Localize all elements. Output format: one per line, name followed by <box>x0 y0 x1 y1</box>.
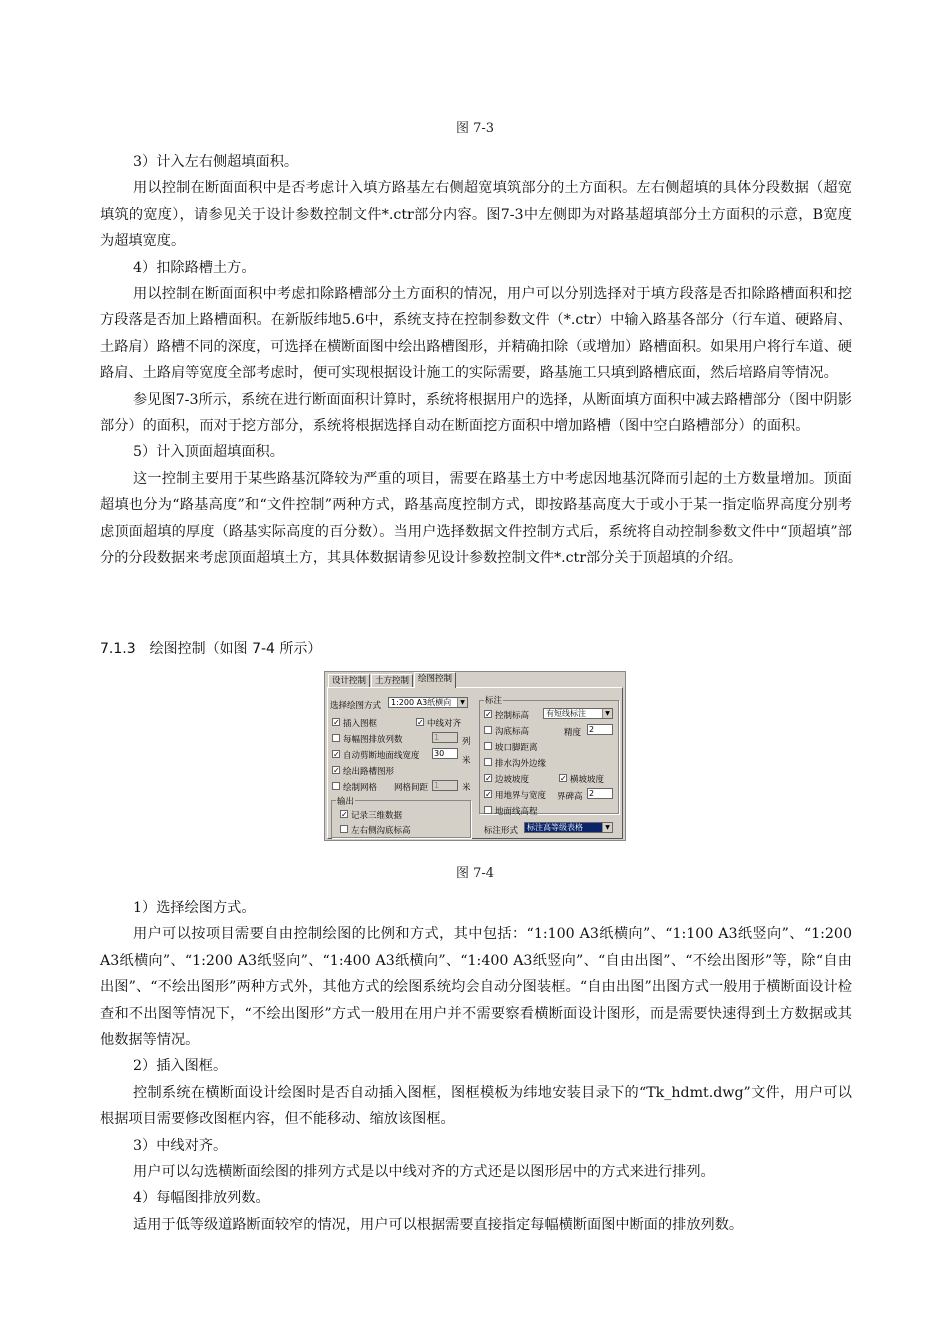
side-slope-checkbox[interactable]: ✓ <box>485 774 492 783</box>
ditch-elev-lr-checkbox[interactable] <box>340 825 348 833</box>
grid-spacing-label: 网格间距 <box>394 783 429 793</box>
meter-unit: 米 <box>462 756 471 766</box>
draw-trough-checkbox[interactable]: ✓ <box>333 766 340 775</box>
section-heading-7-1-3: 7.1.3 绘图控制（如图 7-4 所示） <box>100 641 322 657</box>
dialog-panel <box>327 687 623 839</box>
paragraph: 参见图7-3所示，系统在进行断面面积计算时，系统将根据用户的选择，从断面填方面积中减去路槽部分（图中阴影部分）的面积，而对于挖方部分，系统将根据选择自动在断面挖方面积中增加路槽（图中空白路槽部分）的面积。 <box>100 391 852 435</box>
per-sheet-cols-label: 每幅图排放列数 <box>343 735 403 745</box>
record-3d-label: 记录三维数据 <box>351 811 403 821</box>
ctrl-elev-label: 控制标高 <box>495 711 530 721</box>
grid-spacing-input[interactable]: 1 <box>432 780 458 791</box>
land-width-checkbox[interactable]: ✓ <box>485 790 492 799</box>
side-slope-label: 边坡坡度 <box>495 775 530 785</box>
per-sheet-cols-input[interactable]: 1 <box>432 732 458 743</box>
ditch-elev-lr-label: 左右侧沟底标高 <box>351 826 411 836</box>
cols-unit: 列 <box>462 737 471 747</box>
slope-foot-label: 坡口脚距离 <box>495 743 538 753</box>
ctrl-elev-select[interactable]: 有短线标注 ▼ <box>543 708 613 719</box>
paragraph: 2）插入图框。 <box>133 1058 228 1075</box>
paragraph: 用以控制在断面面积中考虑扣除路槽部分土方面积的情况，用户可以分别选择对于填方段落是否扣除路槽面积和挖方段落是否加上路槽面积。在新版纬地5.6中，系统支持在控制参数文件（*.ctr）中输入路基各部分（行车道、硬路肩、土路肩）路槽不同的深度，可选择在横断面图中绘出路槽图形，并精确扣除（或增加）路槽面积。如果用户将行车道、硬路肩、土路肩等宽度全部考虑时，便可实现根据设计施工的实际需要，路基施工只填到路槽底面，然后培路肩等情况。 <box>100 286 852 382</box>
precision-label: 精度 <box>564 728 582 738</box>
stake-height-label: 界碑高 <box>557 792 583 802</box>
per-sheet-cols-checkbox[interactable] <box>332 734 340 742</box>
paragraph: 这一控制主要用于某些路基沉降较为严重的项目，需要在路基土方中考虑因地基沉降而引起的土方数量增加。顶面超填也分为“路基高度”和“文件控制”两种方式，路基高度控制方式，即按路基高度大于或小于某一指定临界高度分别考虑顶面超填的厚度（路基实际高度的百分数）。当用户选择数据文件控制方式后，系统将自动控制参数文件中“顶超填”部分的分段数据来考虑顶面超填土方，其具体数据请参见设计参数控制文件*.ctr部分关于顶超填的介绍。 <box>100 470 852 567</box>
draw-mode-select[interactable]: 1:200 A3纸横向 ▼ <box>388 697 468 708</box>
draw-grid-checkbox[interactable] <box>332 782 340 790</box>
tab-drawing-control[interactable]: 绘图控制 <box>414 672 456 688</box>
annot-form-label: 标注形式 <box>484 826 519 836</box>
paragraph: 3）计入左右侧超填面积。 <box>133 154 299 170</box>
chevron-down-icon: ▼ <box>602 823 612 832</box>
draw-grid-label: 绘制网格 <box>343 783 378 793</box>
paragraph: 用户可以勾选横断面绘图的排列方式是以中线对齐的方式还是以图形居中的方式来进行排列。 <box>133 1164 715 1181</box>
record-3d-checkbox[interactable]: ✓ <box>341 810 348 819</box>
body-text-section-1 <box>100 149 852 572</box>
cross-slope-label: 横坡坡度 <box>570 775 605 785</box>
ground-elev-label: 地面线高程 <box>495 807 538 817</box>
annot-form-select[interactable]: 标注高等级表格 ▼ <box>524 822 613 833</box>
drawing-control-dialog <box>324 671 626 841</box>
draw-trough-label: 绘出路槽图形 <box>343 767 395 777</box>
ground-elev-checkbox[interactable] <box>484 806 492 814</box>
paragraph: 3）中线对齐。 <box>133 1137 228 1154</box>
drain-edge-checkbox[interactable] <box>484 758 492 766</box>
paragraph: 用户可以按项目需要自由控制绘图的比例和方式，其中包括：“1:100 A3纸横向”、“1:100 A3纸竖向”、“1:200 A3纸横向”、“1:200 A3纸竖向”、“1:400 A3纸横向”、“1:400 A3纸竖向”、“自由出图”、“不绘出图形”等，除“自由出图”、“不绘出图形”两种方式外，其他方式的绘图系统均会自动分图装框。“自由出图”出图方式一般用于横断面设计检查和不出图等情况下，“不绘出图形”方式一般用在用户并不需要察看横断面设计图形，而是需要快速得到土方数据或其他数据等情况。 <box>100 926 852 1049</box>
slope-foot-checkbox[interactable] <box>484 742 492 750</box>
paragraph: 4）扣除路槽土方。 <box>133 259 256 276</box>
tab-design-control[interactable]: 设计控制 <box>328 674 370 688</box>
ctrl-elev-checkbox[interactable]: ✓ <box>485 710 492 719</box>
cross-slope-checkbox[interactable]: ✓ <box>560 774 567 783</box>
ditch-elev-label: 沟底标高 <box>495 727 530 737</box>
paragraph: 适用于低等级道路断面较窄的情况，用户可以根据需要直接指定每幅横断面图中断面的排放列数。 <box>133 1216 744 1233</box>
land-width-label: 用地界与宽度 <box>495 791 547 801</box>
insert-frame-label: 插入图框 <box>343 719 378 729</box>
center-align-checkbox[interactable]: ✓ <box>417 718 424 727</box>
drain-edge-label: 排水沟外边缘 <box>495 759 547 769</box>
paragraph: 控制系统在横断面设计绘图时是否自动插入图框，图框模板为纬地安装目录下的“Tk_hdmt.dwg”文件，用户可以根据项目需要修改图框内容，但不能移动、缩放该图框。 <box>100 1084 852 1128</box>
precision-input[interactable]: 2 <box>587 724 613 735</box>
chevron-down-icon: ▼ <box>457 698 467 707</box>
figure-caption-7-4: 图 7-4 <box>455 866 495 881</box>
meter-unit-2: 米 <box>462 783 471 793</box>
annotation-group-title: 标注 <box>485 696 503 706</box>
ditch-elev-checkbox[interactable] <box>484 726 492 734</box>
auto-cut-input[interactable]: 30 <box>432 748 458 759</box>
tab-earthwork-control[interactable]: 土方控制 <box>371 674 413 688</box>
center-align-label: 中线对齐 <box>427 719 462 729</box>
draw-mode-label: 选择绘图方式 <box>330 701 382 711</box>
insert-frame-checkbox[interactable]: ✓ <box>333 718 340 727</box>
figure-caption-7-3: 图 7-3 <box>455 121 495 136</box>
body-text-section-2 <box>100 895 852 1238</box>
paragraph: 4）每幅图排放列数。 <box>133 1190 270 1207</box>
chevron-down-icon: ▼ <box>602 709 612 718</box>
paragraph: 用以控制在断面面积中是否考虑计入填方路基左右侧超宽填筑部分的土方面积。左右侧超填的具体分段数据（超宽填筑的宽度），请参见关于设计参数控制文件*.ctr部分内容。图7-3中左侧即为对路基超填部分土方面积的示意，B宽度为超填宽度。 <box>100 180 852 250</box>
output-group-title: 输出 <box>337 797 355 807</box>
auto-cut-checkbox[interactable]: ✓ <box>333 750 340 759</box>
paragraph: 1）选择绘图方式。 <box>133 900 256 916</box>
paragraph: 5）计入顶面超填面积。 <box>133 444 284 461</box>
auto-cut-label: 自动剪断地面线宽度 <box>343 751 420 761</box>
stake-height-input[interactable]: 2 <box>587 788 613 799</box>
